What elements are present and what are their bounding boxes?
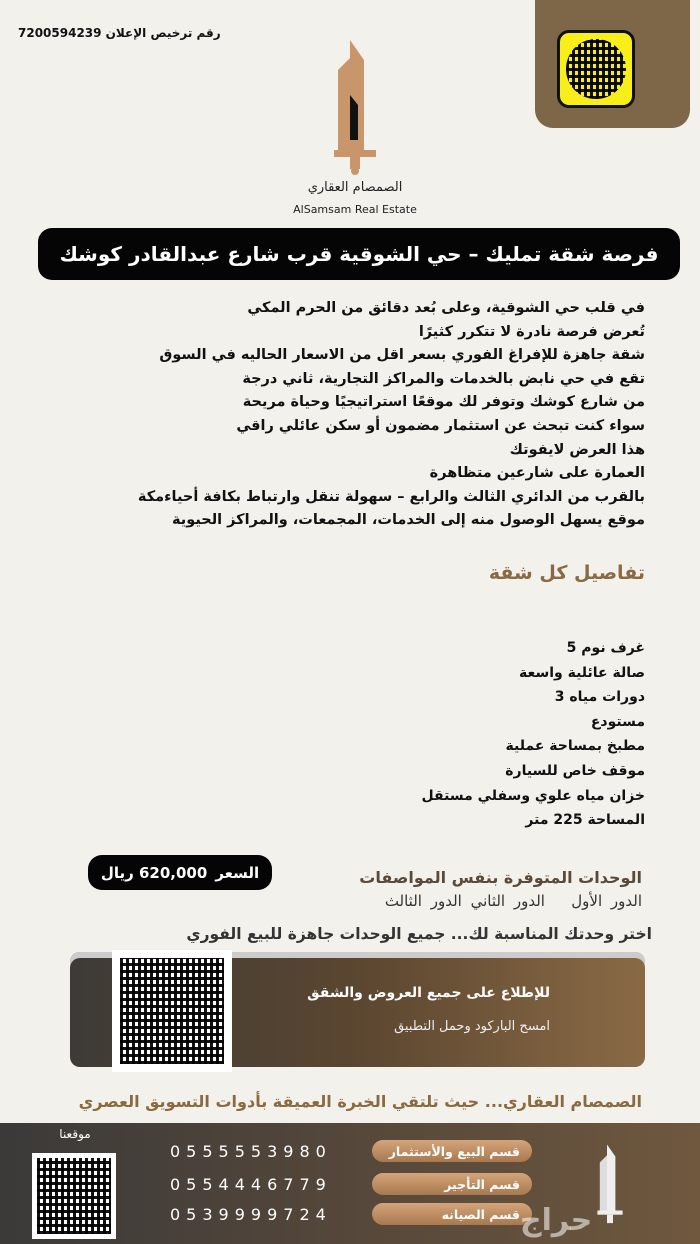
details-title: تفاصيل كل شقة (488, 562, 645, 584)
text-line: دورات مياه 3 (554, 689, 645, 706)
text-line: تقع في حي نابض بالخدمات والمراكز التجارية، ثاني درجة (242, 370, 645, 387)
floors-list: الدور الأول الدور الثاني الدور الثالث (384, 892, 642, 910)
ad-title: فرصة شقة تمليك – حي الشوقية قرب شارع عبدالقادر كوشك (38, 228, 680, 280)
banner-line1: للإطلاع على جميع العروض والشقق (307, 985, 550, 1001)
units-title: الوحدات المتوفرة بنفس المواصفات (359, 868, 642, 887)
ad-license-number: رقم ترخيص الإعلان 7200594239 (18, 26, 221, 40)
slogan: الصمصام العقاري... حيث تلتقي الخبرة العميقة بأدوات التسويق العصري (78, 1092, 642, 1111)
dept-label: قسم التأجير (372, 1173, 532, 1195)
text-line: موقف خاص للسيارة (505, 762, 645, 779)
app-qr-code[interactable] (112, 950, 232, 1072)
dept-label: قسم البيع والأستثمار (372, 1140, 532, 1162)
text-line: في قلب حي الشوقية، وعلى بُعد دقائق من الحرم المكي (247, 300, 645, 316)
details-list (345, 636, 645, 833)
dept-label: قسم الصيانه (372, 1203, 532, 1225)
text-line: صالة عائلية واسعة (519, 664, 645, 681)
text-line: مستودع (590, 713, 645, 730)
text-line: خزان مياه علوي وسفلي مستقل (421, 787, 645, 804)
contact-row (170, 1140, 532, 1162)
logo-name-ar: الصمصام العقاري (307, 180, 403, 195)
price-badge (88, 855, 272, 890)
footer (0, 1123, 700, 1244)
text-line: من شارع كوشك وتوفر لك موقعًا استراتيجيًا وحياة مريحة (242, 394, 645, 411)
banner-line2: امسح الباركود وحمل التطبيق (394, 1019, 550, 1034)
text-line: سواء كنت تبحث عن استثمار مضمون أو سكن عائلي راقي (236, 417, 645, 434)
haraj-watermark: حراج (520, 1203, 593, 1238)
text-line: غرف نوم 5 (566, 640, 645, 656)
snapcode-qr[interactable] (557, 30, 635, 108)
description (85, 297, 645, 533)
company-logo (330, 40, 380, 175)
footer-logo-icon (595, 1135, 625, 1239)
text-line: مطبخ بمساحة عملية (505, 738, 645, 755)
contact-row (170, 1203, 532, 1225)
text-line: تُعرض فرصة نادرة لا تتكرر كثيرًا (418, 323, 645, 340)
contact-row (170, 1173, 532, 1195)
text-line: العمارة على شارعين متظاهرة (429, 465, 645, 482)
price-label: السعر (215, 863, 260, 882)
text-line: موقع يسهل الوصول منه إلى الخدمات، المجمعات، والمراكز الحيوية (172, 512, 645, 529)
phone-number[interactable]: 0555553980 (170, 1141, 332, 1161)
site-label: موقعنا (59, 1127, 91, 1141)
text-line: بالقرب من الدائري الثالث والرابع – سهولة تنقل وارتباط بكافة أحياءمكة (137, 488, 645, 505)
text-line: المساحة 225 متر (525, 812, 645, 829)
text-line: شقة جاهزة للإفراغ الفوري بسعر اقل من الاسعار الحاليه في السوق (159, 347, 645, 364)
price-value: 620,000 ريال (100, 863, 208, 882)
phone-number[interactable]: 0539999724 (170, 1204, 332, 1224)
choose-unit-text: اختر وحدتك المناسبة لك... جميع الوحدات جاهزة للبيع الفوري (186, 925, 652, 943)
site-qr-code[interactable] (32, 1153, 116, 1239)
snapchat-panel (535, 0, 690, 128)
text-line: هذا العرض لايفوتك (509, 441, 645, 458)
phone-number[interactable]: 0554446779 (170, 1174, 332, 1194)
logo-name-en: AlSamsam Real Estate (293, 203, 417, 216)
